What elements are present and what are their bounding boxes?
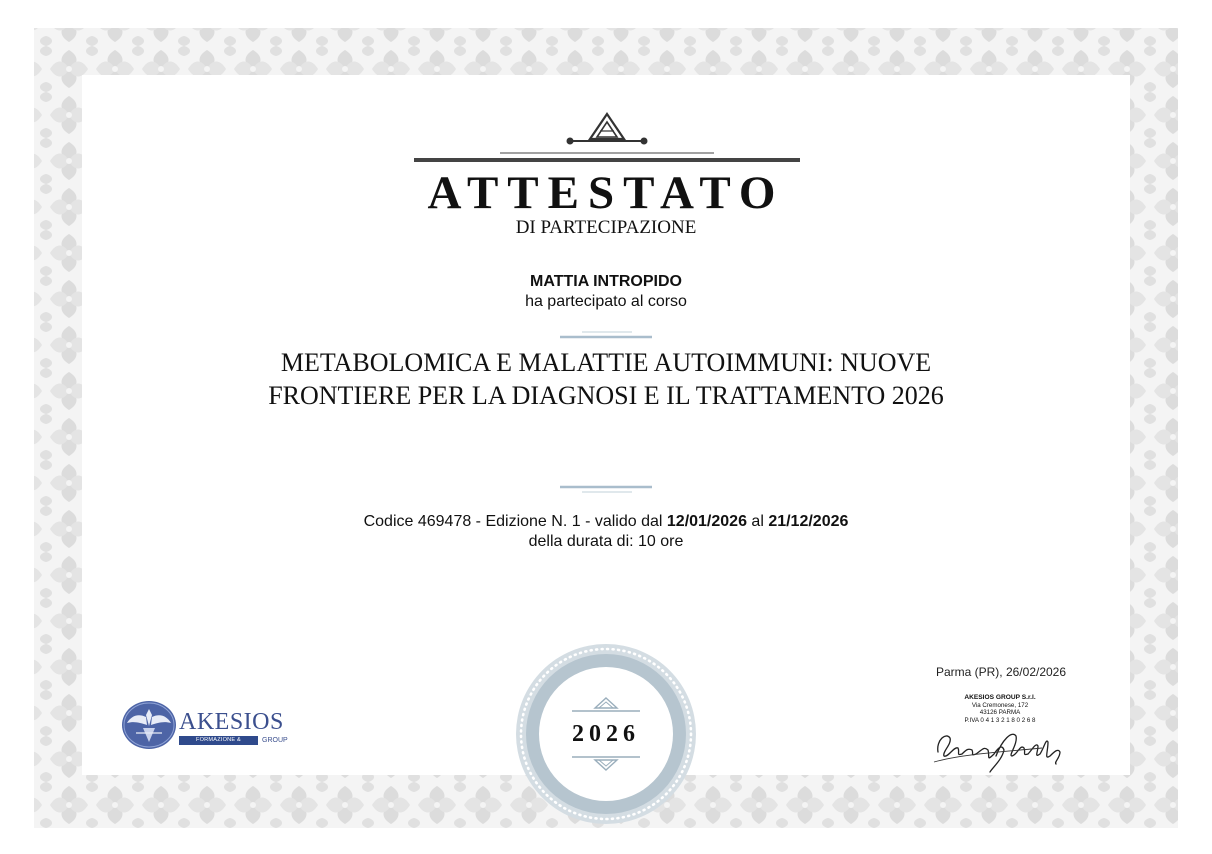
stamp-city: 43126 PARMA [979,709,1021,717]
divider-bottom [556,483,656,495]
course-title-line-2: FRONTIERE PER LA DIAGNOSI E IL TRATTAMENTO 2026 [268,381,944,410]
certificate-title: ATTESTATO [427,167,785,219]
company-stamp [930,694,1070,724]
course-title [0,346,1212,412]
date-separator: al [746,513,769,530]
divider-top [556,330,656,342]
certificate-subtitle: DI PARTECIPAZIONE [515,217,697,238]
course-code-text: Codice 469478 - Edizione N. 1 - valido dal [363,513,667,530]
header-ornament-icon [412,108,802,166]
stamp-company: AKESIOS GROUP S.r.l. [964,694,1036,701]
seal-year: 2026 [572,721,640,747]
valid-from-date: 12/01/2026 [666,513,747,530]
valid-to-date: 21/12/2026 [768,513,849,530]
stamp-address: Via Cremonese, 172 [971,701,1029,709]
stamp-vat: P.IVA 0 4 1 3 2 1 8 0 2 6 8 [964,716,1036,724]
logo-name: AKESIOS [179,709,284,735]
duration-text: della durata di: 10 ore [528,533,684,550]
signature-icon [932,722,1072,776]
logo-group: GROUP [262,737,288,744]
phoenix-icon [121,700,177,750]
participation-text: ha partecipato al corso [525,293,687,310]
recipient-name: MATTIA INTROPIDO [530,273,682,290]
logo-tagline: FORMAZIONE & CONGRESSI [179,736,258,745]
course-code-line [0,512,1212,531]
place-date: Parma (PR), 26/02/2026 [935,665,1067,679]
course-title-line-1: METABOLOMICA E MALATTIE AUTOIMMUNI: NUOVE [280,348,932,377]
